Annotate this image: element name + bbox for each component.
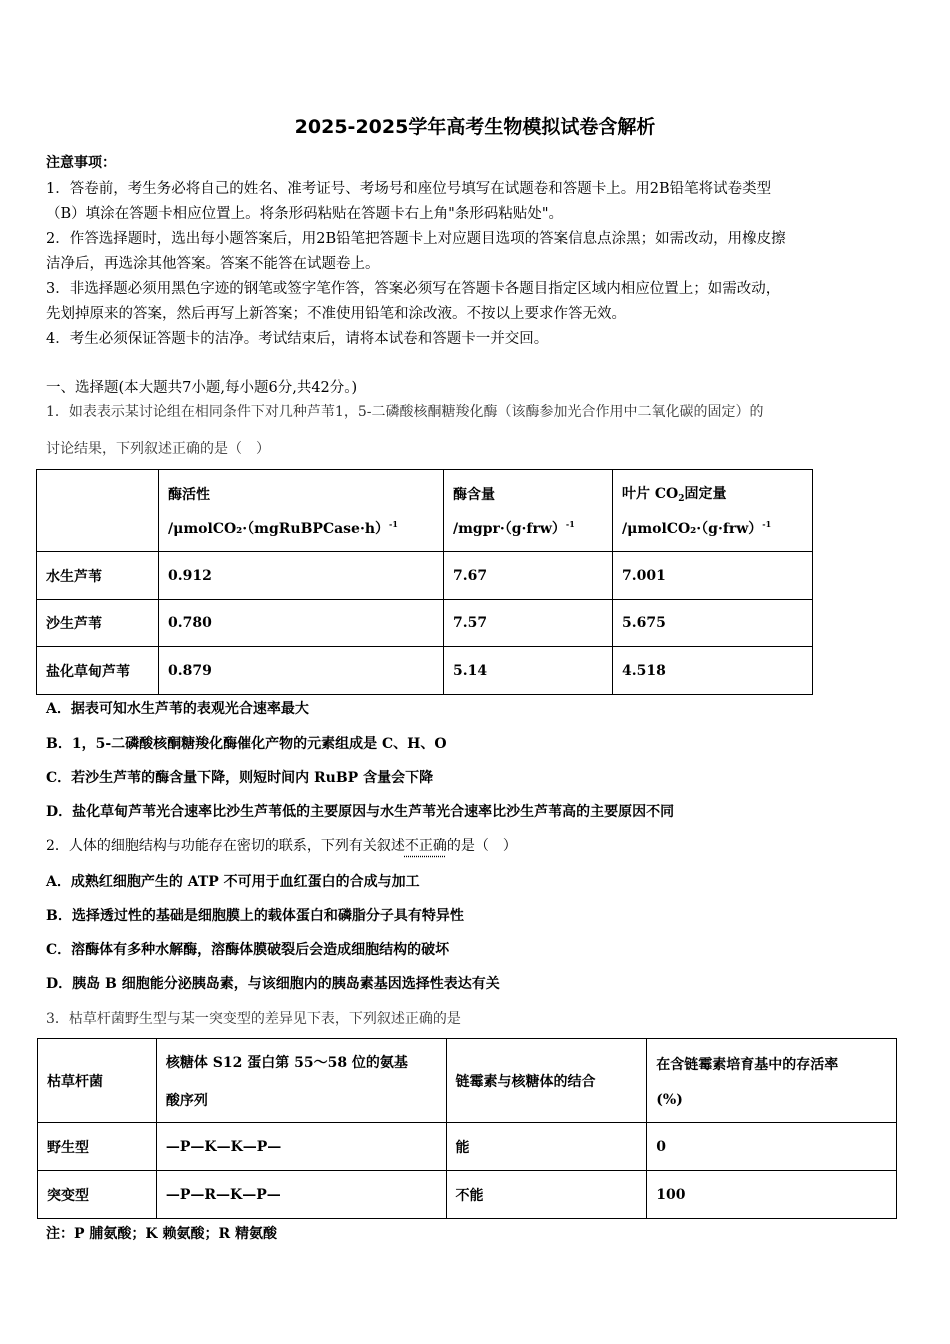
unit-exponent: -1: [762, 519, 772, 529]
header-line: 核糖体 S12 蛋白第 55～58 位的氨基: [165, 1054, 408, 1071]
table-header-cell: [647, 1039, 897, 1123]
q2-option: B．选择透过性的基础是细胞膜上的载体蛋白和磷脂分子具有特异性: [46, 908, 464, 924]
table-row: [37, 600, 813, 647]
q2-stem: [46, 835, 517, 855]
table-cell: 5.675: [613, 600, 813, 647]
notice-line: 1．答卷前，考生务必将自己的姓名、准考证号、考场号和座位号填写在试题卷和答题卡上。用2B铅笔将试卷类型: [46, 181, 772, 197]
table-cell: 7.57: [444, 600, 613, 647]
table-cell: 突变型: [38, 1171, 157, 1219]
q1-stem: 1．如表表示某讨论组在相同条件下对几种芦苇1，5-二磷酸核酮糖羧化酶（该酶参加光合作用中二氧化碳的固定）的: [46, 404, 764, 420]
table-cell: 100: [647, 1171, 897, 1219]
header-line: 酸序列: [165, 1092, 208, 1109]
table-cell: 不能: [446, 1171, 647, 1219]
table-header-cell: [613, 470, 813, 552]
table-cell: 7.67: [444, 552, 613, 600]
table-row: [37, 552, 813, 600]
notice-line: 4．考生必须保证答题卡的洁净。考试结束后，请将本试卷和答题卡一并交回。: [46, 331, 549, 347]
table-row: [37, 647, 813, 695]
subscript: 2: [678, 494, 685, 504]
table-cell: 0: [647, 1123, 897, 1171]
table-cell: 0.780: [159, 600, 444, 647]
table-cell: 盐化草甸芦苇: [37, 647, 159, 695]
table-header-cell: [156, 1039, 446, 1123]
q1-option: B．1，5-二磷酸核酮糖羧化酶催化产物的元素组成是 C、H、O: [46, 736, 447, 752]
header-line: 酶活性: [168, 486, 210, 503]
table-cell: 能: [446, 1123, 647, 1171]
q3-stem: 3．枯草杆菌野生型与某一突变型的差异见下表，下列叙述正确的是: [46, 1011, 461, 1027]
q1-option: A．据表可知水生芦苇的表观光合速率最大: [46, 701, 309, 717]
header-unit: [453, 518, 603, 538]
unit-text: /μmolCO₂·（mgRuBPCase·h）: [168, 520, 390, 537]
table-row: [38, 1123, 897, 1171]
header-line: (%): [656, 1091, 683, 1108]
table-cell: —P—R—K—P—: [156, 1171, 446, 1219]
header-unit: [168, 518, 434, 538]
table-cell: 7.001: [613, 552, 813, 600]
header-line: 酶含量: [453, 486, 495, 503]
table-header-cell: [444, 470, 613, 552]
unit-text: /μmolCO₂·（g·frw）: [622, 521, 763, 537]
table-cell: 0.912: [159, 552, 444, 600]
emphasis-text: 不正确: [404, 838, 447, 854]
q2-option: D．胰岛 B 细胞能分泌胰岛素，与该细胞内的胰岛素基因选择性表达有关: [46, 976, 500, 992]
stem-text: 的是（ ）: [446, 838, 517, 854]
table-header-cell: 链霉素与核糖体的结合: [446, 1039, 647, 1123]
table-cell: 4.518: [613, 647, 813, 695]
unit-text: /mgpr·（g·frw）: [453, 520, 566, 537]
table-cell: —P—K—K—P—: [156, 1123, 446, 1171]
notice-line: 洁净后，再选涂其他答案。答案不能答在试题卷上。: [46, 256, 380, 272]
page-title: 2025-2025学年高考生物模拟试卷含解析: [294, 116, 656, 138]
notice-heading: 注意事项：: [46, 155, 116, 171]
header-text: 叶片 CO: [622, 486, 679, 502]
table-cell: 沙生芦苇: [37, 600, 159, 647]
q1-table: [36, 469, 813, 695]
q2-option: C．溶酶体有多种水解酶，溶酶体膜破裂后会造成细胞结构的破坏: [46, 942, 450, 958]
notice-line: （B）填涂在答题卡相应位置上。将条形码粘贴在答题卡右上角"条形码粘贴处"。: [46, 206, 563, 222]
table-cell: [37, 470, 159, 552]
q2-option: A．成熟红细胞产生的 ATP 不可用于血红蛋白的合成与加工: [46, 874, 420, 890]
stem-text: 2．人体的细胞结构与功能存在密切的联系，下列有关叙述: [46, 838, 405, 854]
header-unit: [622, 518, 803, 538]
table-cell: 水生芦苇: [37, 552, 159, 600]
table-cell: 野生型: [38, 1123, 157, 1171]
unit-exponent: -1: [565, 518, 575, 529]
notice-line: 3．非选择题必须用黑色字迹的钢笔或签字笔作答，答案必须写在答题卡各题目指定区域内相应位置上；如需改动，: [46, 281, 781, 297]
table-header-row: [38, 1039, 897, 1123]
table-header-cell: [159, 470, 444, 552]
notice-line: 先划掉原来的答案，然后再写上新答案；不准使用铅笔和涂改液。不按以上要求作答无效。: [46, 306, 626, 322]
q1-stem: 讨论结果，下列叙述正确的是（ ）: [46, 441, 270, 457]
table-cell: 0.879: [159, 647, 444, 695]
notice-line: 2．作答选择题时，选出每小题答案后，用2B铅笔把答题卡上对应题目选项的答案信息点涂黑；如需改动，用橡皮擦: [46, 231, 786, 247]
header-line: 在含链霉素培育基中的存活率: [656, 1056, 839, 1073]
q3-table: [37, 1038, 897, 1219]
unit-exponent: -1: [389, 518, 398, 529]
q3-note: 注：P 脯氨酸；K 赖氨酸；R 精氨酸: [46, 1226, 277, 1242]
q1-option: D．盐化草甸芦苇光合速率比沙生芦苇低的主要原因与水生芦苇光合速率比沙生芦苇高的主要原因不同: [46, 804, 675, 820]
header-text: 固定量: [684, 486, 727, 502]
table-cell: 5.14: [444, 647, 613, 695]
table-row: [38, 1171, 897, 1219]
header-line: [622, 483, 803, 504]
table-header-cell: 枯草杆菌: [38, 1039, 157, 1123]
q1-option: C．若沙生芦苇的酶含量下降，则短时间内 RuBP 含量会下降: [46, 770, 434, 786]
section-heading: 一、选择题(本大题共7小题,每小题6分,共42分。): [46, 380, 358, 396]
